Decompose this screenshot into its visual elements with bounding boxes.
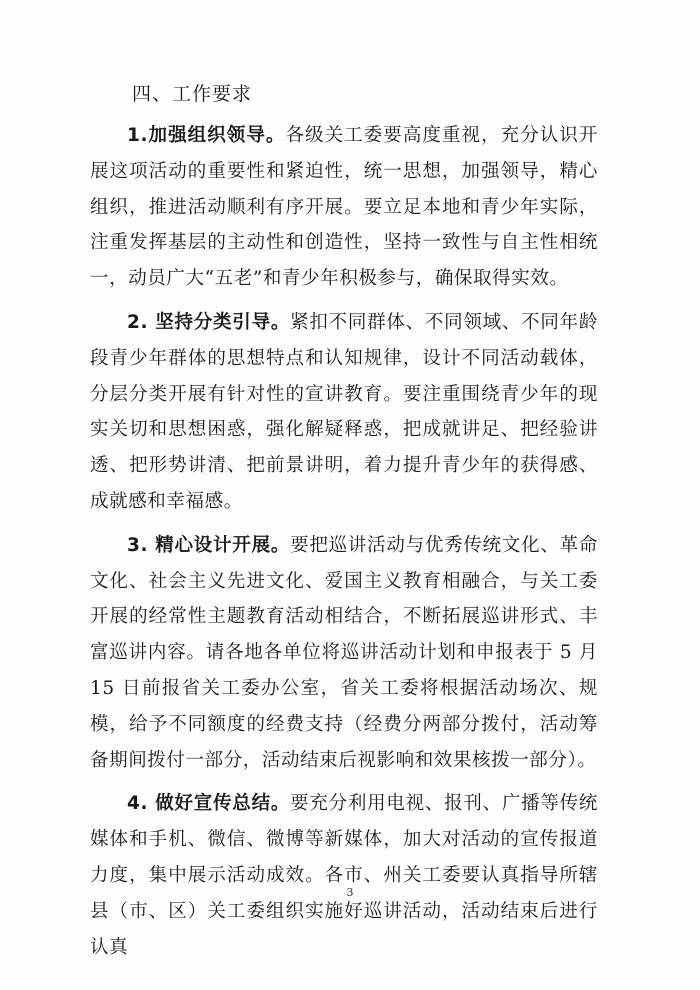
document-body (90, 78, 598, 973)
paragraph-1 (90, 118, 598, 297)
paragraph-4-body: 要充分利用电视、报刊、广播等传统媒体和手机、微信、微博等新媒体，加大对活动的宣传报道力度，集中展示活动成效。各市、州关工委要认真指导所辖县（市、区）关工委组织实施好巡讲活动，活动结束后进行认真 (90, 793, 598, 958)
section-heading: 四、工作要求 (132, 83, 253, 105)
paragraph-2-body: 紧扣不同群体、不同领域、不同年龄段青少年群体的思想特点和认知规律，设计不同活动载体，分层分类开展有针对性的宣讲教育。要注重围绕青少年的现实关切和思想困惑，强化解疑释惑，把成就讲足、把经验讲透、把形势讲清、把前景讲明，着力提升青少年的获得感、成就感和幸福感。 (90, 311, 598, 512)
paragraph-2-lead: 2. 坚持分类引导。 (127, 311, 291, 333)
paragraph-4-lead: 4. 做好宣传总结。 (127, 793, 291, 815)
paragraph-1-body: 各级关工委要高度重视，充分认识开展这项活动的重要性和紧迫性，统一思想，加强领导，精心组织，推进活动顺利有序开展。要立足本地和青少年实际，注重发挥基层的主动性和创造性，坚持一致性与自主性相统一，动员广大“五老”和青少年积极参与，确保取得实效。 (90, 125, 598, 290)
paragraph-2 (90, 305, 598, 520)
paragraph-3 (90, 528, 598, 779)
paragraph-1-lead: 1.加强组织领导。 (127, 125, 286, 146)
page-number: 3 (346, 886, 354, 899)
paragraph-3-body: 要把巡讲活动与优秀传统文化、革命文化、社会主义先进文化、爱国主义教育相融合，与关工委开展的经常性主题教育活动相结合，不断拓展巡讲形式、丰富巡讲内容。请各地各单位将巡讲活动计划和申报表于 5 月 15 日前报省关工委办公室，省关工委将根据活动场次、规模，给予不同额度的经费支持（经费分两部分拨付，活动筹备期间拨付一部分，活动结束后视影响和效果核拨一部分）。 (90, 534, 598, 771)
paragraph-3-lead: 3. 精心设计开展。 (127, 534, 291, 556)
paragraph-4 (90, 786, 598, 965)
